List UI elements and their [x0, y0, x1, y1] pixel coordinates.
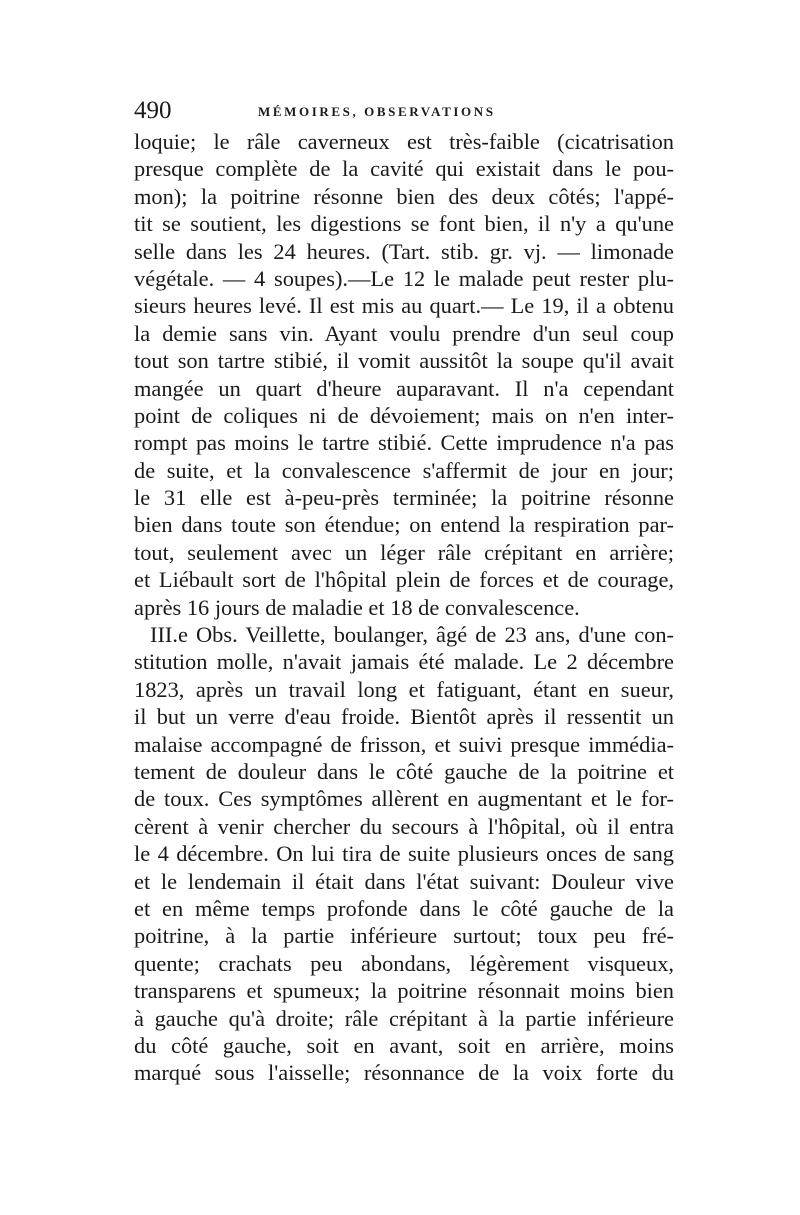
text-line: malaise accompagné de frisson, et suivi presque immédia-	[134, 731, 674, 757]
text-line: après 16 jours de maladie et 18 de convalescence.	[134, 594, 580, 620]
text-line: à gauche qu'à droite; râle crépitant à la partie inférieure	[134, 1005, 674, 1031]
text-line: selle dans les 24 heures. (Tart. stib. gr. vj. — limonade	[134, 238, 674, 264]
text-line: le 31 elle est à-peu-près terminée; la poitrine résonne	[134, 485, 674, 511]
text-line: loquie; le râle caverneux est très-faible (cicatrisation	[134, 129, 674, 154]
text-line: III.e Obs. Veillette, boulanger, âgé de 23 ans, d'une con-	[150, 622, 674, 648]
body-text	[134, 128, 674, 1087]
text-line: tement de douleur dans le côté gauche de la poitrine et	[134, 758, 674, 784]
text-line: quente; crachats peu abondans, légèrement visqueux,	[134, 950, 674, 976]
text-line: tit se soutient, les digestions se font bien, il n'y a qu'une	[134, 211, 674, 237]
page-header	[134, 96, 674, 130]
text-line: et Liébault sort de l'hôpital plein de forces et de courage,	[134, 567, 674, 593]
text-line: rompt pas moins le tartre stibié. Cette imprudence n'a pas	[134, 430, 674, 456]
text-line: point de coliques ni de dévoiement; mais on n'en inter-	[134, 402, 674, 428]
text-line: poitrine, à la partie inférieure surtout; toux peu fré-	[134, 923, 674, 949]
text-line: il but un verre d'eau froide. Bientôt après il ressentit un	[134, 704, 674, 730]
text-line: de suite, et la convalescence s'affermit de jour en jour;	[134, 457, 674, 483]
text-line: sieurs heures levé. Il est mis au quart.— Le 19, il a obtenu	[134, 293, 674, 319]
text-line: mangée un quart d'heure auparavant. Il n'a cependant	[134, 375, 674, 401]
text-line: cèrent à venir chercher du secours à l'hôpital, où il entra	[134, 813, 674, 839]
text-line: la demie sans vin. Ayant voulu prendre d'un seul coup	[134, 320, 674, 346]
text-line: marqué sous l'aisselle; résonnance de la voix forte du	[134, 1060, 674, 1086]
text-line: du côté gauche, soit en avant, soit en arrière, moins	[134, 1032, 674, 1058]
text-line: végétale. — 4 soupes).—Le 12 le malade peut rester plu-	[134, 265, 674, 291]
text-line: presque complète de la cavité qui existait dans le pou-	[134, 156, 674, 182]
text-line: et en même temps profonde dans le côté gauche de la	[134, 895, 674, 921]
page-number: 490	[134, 97, 172, 124]
running-title: MÉMOIRES, OBSERVATIONS	[258, 104, 496, 119]
text-line: transparens et spumeux; la poitrine résonnait moins bien	[134, 978, 674, 1004]
text-line: et le lendemain il était dans l'état suivant: Douleur vive	[134, 868, 674, 894]
text-line: tout, seulement avec un léger râle crépitant en arrière;	[134, 539, 674, 565]
text-line: bien dans toute son étendue; on entend la respiration par-	[134, 512, 674, 538]
text-line: tout son tartre stibié, il vomit aussitôt la soupe qu'il avait	[134, 348, 674, 374]
text-line: de toux. Ces symptômes allèrent en augmentant et le for-	[134, 786, 674, 812]
text-line: stitution molle, n'avait jamais été malade. Le 2 décembre	[134, 649, 674, 675]
text-line: le 4 décembre. On lui tira de suite plusieurs onces de sang	[134, 841, 674, 867]
text-line: mon); la poitrine résonne bien des deux côtés; l'appé-	[134, 183, 674, 209]
text-line: 1823, après un travail long et fatiguant, étant en sueur,	[134, 676, 674, 702]
